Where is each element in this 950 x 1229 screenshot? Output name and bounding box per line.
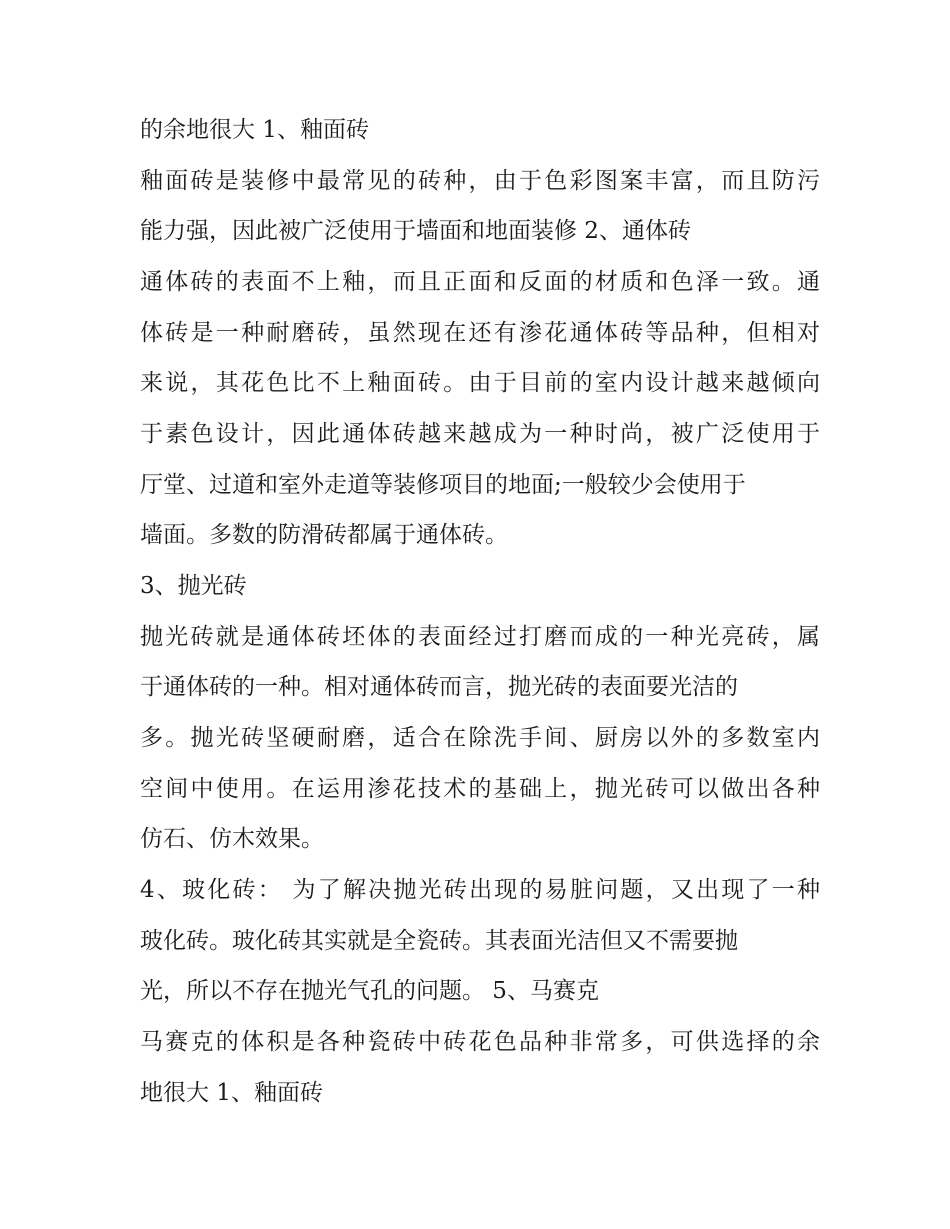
text-line-14: 空间中使用。在运用渗花技术的基础上，抛光砖可以做出各种 <box>140 776 820 802</box>
text-line-4: 通体砖的表面不上釉，而且正面和反面的材质和色泽一致。通 <box>140 269 820 295</box>
text-line-13: 多。抛光砖坚硬耐磨，适合在除洗手间、厨房以外的多数室内 <box>140 725 820 751</box>
text-line-5: 体砖是一种耐磨砖，虽然现在还有渗花通体砖等品种，但相对 <box>140 320 820 346</box>
text-line-3: 能力强，因此被广泛使用于墙面和地面装修 2、通体砖 <box>140 218 691 244</box>
text-line-2: 釉面砖是装修中最常见的砖种，由于色彩图案丰富，而且防污 <box>140 168 820 194</box>
text-line-6: 来说，其花色比不上釉面砖。由于目前的室内设计越来越倾向 <box>140 370 820 396</box>
text-line-20: 地很大 1、釉面砖 <box>140 1080 323 1106</box>
section-heading-4: 4、玻化砖： 为了解决抛光砖出现的易脏问题，又出现了一种 <box>140 877 820 903</box>
text-line-12: 于通体砖的一种。相对通体砖而言，抛光砖的表面要光洁的 <box>140 674 738 700</box>
text-line-1: 的余地很大 1、釉面砖 <box>140 117 369 143</box>
section-heading-3: 3、抛光砖 <box>140 573 247 599</box>
text-line-15: 仿石、仿木效果。 <box>140 826 324 852</box>
text-line-11: 抛光砖就是通体砖坯体的表面经过打磨而成的一种光亮砖，属 <box>140 624 820 650</box>
text-line-7: 于素色设计，因此通体砖越来越成为一种时尚，被广泛使用于 <box>140 421 820 447</box>
text-line-8: 厅堂、过道和室外走道等装修项目的地面;一般较少会使用于 <box>140 472 746 498</box>
text-line-19: 马赛克的体积是各种瓷砖中砖花色品种非常多，可供选择的余 <box>140 1029 820 1055</box>
text-line-17: 玻化砖。玻化砖其实就是全瓷砖。其表面光洁但又不需要抛 <box>140 928 738 954</box>
text-line-18: 光，所以不存在抛光气孔的问题。 5、马赛克 <box>140 978 599 1004</box>
text-line-9: 墙面。多数的防滑砖都属于通体砖。 <box>140 522 508 548</box>
